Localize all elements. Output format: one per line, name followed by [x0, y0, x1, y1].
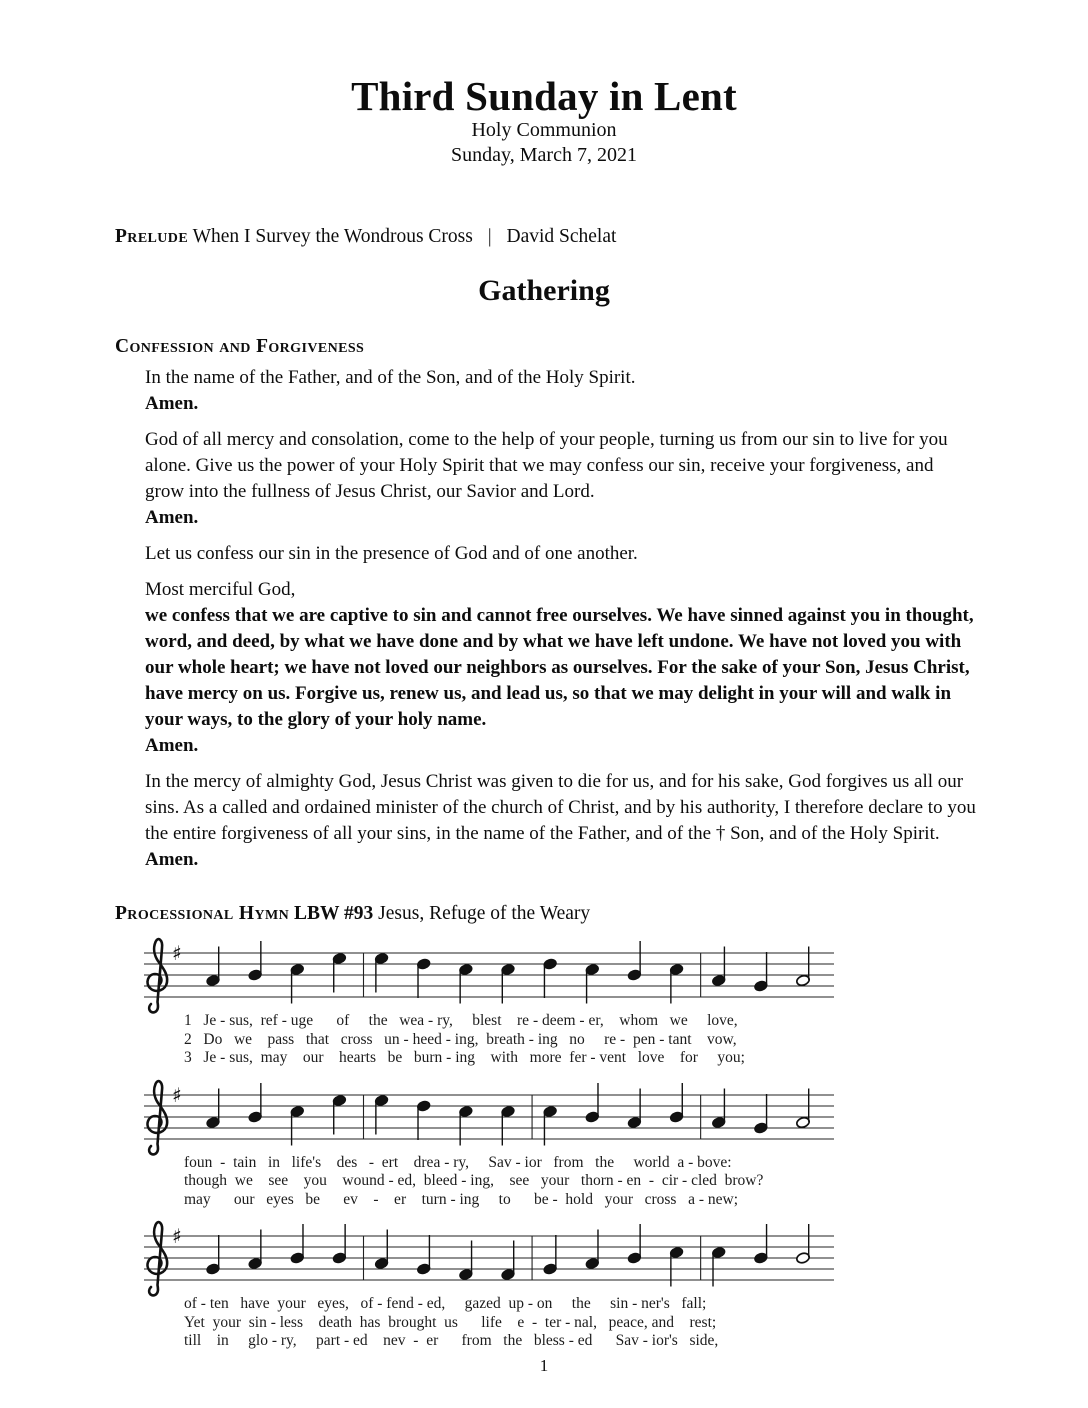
- liturgy-text: In the name of the Father, and of the Son, and of the Holy Spirit.: [145, 367, 636, 389]
- lyric-line: of - ten have your eyes, of - fend - ed, gazed up - on the sin - ner's fall;: [184, 1295, 707, 1313]
- prelude-line: [115, 226, 976, 248]
- treble-clef-icon: [148, 1222, 168, 1295]
- service-type: Holy Communion: [471, 119, 617, 142]
- lyric-line: till in glo - ry, part - ed nev - er from the bless - ed Sav - ior's side,: [184, 1332, 719, 1350]
- page-number: 1: [539, 1356, 549, 1375]
- liturgy-text: God of all mercy and consolation, come to the help of your people, turning us from our sin to live for you alone. Give us the power of your Holy Spirit that we may confess our sin, receive your forgiveness, and grow into the fullness of Jesus Christ, our Savior and Lord.: [145, 429, 948, 503]
- prelude-title: When I Survey the Wondrous Cross: [192, 226, 473, 248]
- separator: |: [487, 226, 492, 248]
- congregation-response: Amen.: [145, 393, 199, 415]
- sharp-icon: ♯: [172, 941, 182, 966]
- treble-clef-icon: [148, 939, 168, 1012]
- lyric-line: foun - tain in life's des - ert drea - ry, Sav - ior from the world a - bove:: [184, 1153, 732, 1171]
- congregation-response: Amen.: [145, 849, 199, 871]
- processional-hymn-line: [115, 903, 864, 925]
- lyric-line: 2 Do we pass that cross un - heed - ing, breath - ing no re - pen - tant vow,: [184, 1030, 737, 1048]
- lyric-line: 1 Je - sus, ref - uge of the wea - ry, blest re - deem - er, whom we love,: [184, 1012, 738, 1030]
- hymn-title: Jesus, Refuge of the Weary: [378, 903, 591, 925]
- title-block: [0, 0, 1088, 168]
- staff-lyrics: [184, 1012, 850, 1068]
- music-staff-block: [138, 933, 850, 1068]
- prelude-composer: David Schelat: [506, 226, 617, 248]
- liturgy-text: Most merciful God,: [145, 579, 296, 601]
- music-staff-block: [138, 1075, 850, 1210]
- liturgy-paragraph: [145, 427, 976, 531]
- hymn-label: Processional Hymn: [115, 903, 290, 925]
- hymn-sheet-music: [138, 933, 850, 1351]
- liturgy-text: In the mercy of almighty God, Jesus Christ was given to die for us, and for his sake, God forgives us all our sins. As a called and ordained minister of the church of Christ, and by his authority, I therefore declare to you the entire forgiveness of all your sins, in the name of the Father, and of the † Son, and of the Holy Spirit.: [145, 771, 976, 845]
- confession-section: [115, 336, 976, 925]
- lyric-line: though we see you wound - ed, bleed - ing, see your thorn - en - cir - cled brow?: [184, 1172, 764, 1190]
- prelude-label: Prelude: [115, 226, 189, 248]
- page-title: Third Sunday in Lent: [351, 73, 737, 119]
- service-date: Sunday, March 7, 2021: [451, 144, 637, 167]
- liturgy-text: Let us confess our sin in the presence of God and of one another.: [145, 543, 638, 565]
- congregation-response: we confess that we are captive to sin and cannot free ourselves. We have sinned against you in thought, word, and deed, by what we have done and by what we have left undone. We have not loved you with our whole heart; we have not loved our neighbors as ourselves. For the sake of your Son, Jesus Christ, have mercy on us. Forgive us, renew us, and lead us, so that we may delight in your will and walk in your ways, to the glory of your holy name.: [145, 605, 974, 731]
- confession-heading: Confession and Forgiveness: [115, 336, 365, 358]
- liturgy-paragraph: [145, 769, 976, 873]
- lyric-line: 3 Je - sus, may our hearts be burn - ing with more fer - vent love for you;: [184, 1049, 745, 1067]
- staff-lyrics: [184, 1154, 850, 1210]
- section-heading-gathering: Gathering: [478, 274, 610, 308]
- hymn-number: LBW #93: [293, 903, 374, 925]
- treble-clef-icon: [148, 1081, 168, 1154]
- sharp-icon: ♯: [172, 1082, 182, 1107]
- confession-paragraphs: [115, 365, 976, 873]
- sharp-icon: ♯: [172, 1224, 182, 1249]
- congregation-response: Amen.: [145, 735, 199, 757]
- staff-lyrics: [184, 1295, 850, 1351]
- liturgy-paragraph: [145, 365, 976, 417]
- lyric-line: may our eyes be ev - er turn - ing to be - hold your cross a - new;: [184, 1190, 739, 1208]
- lyric-line: Yet your sin - less death has brought us life e - ter - nal, peace, and rest;: [184, 1313, 717, 1331]
- liturgy-paragraph: [145, 577, 976, 759]
- music-staff-block: [138, 1216, 850, 1351]
- congregation-response: Amen.: [145, 507, 199, 529]
- liturgy-paragraph: [145, 541, 976, 567]
